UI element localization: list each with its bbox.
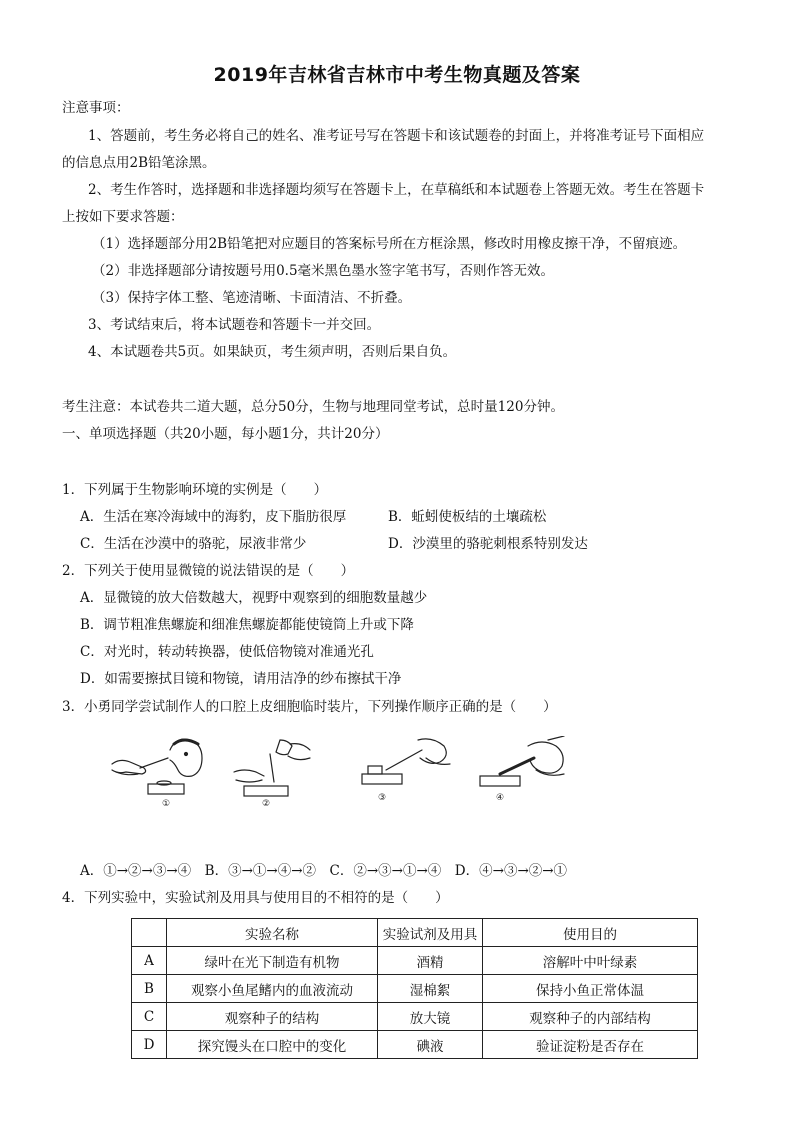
notice-item-1a: 1、答题前，考生务必将自己的姓名、准考证号写在答题卡和该试题卷的封面上，并将准考证号下面相应: [88, 128, 705, 144]
q2-option-d: D．如需要擦拭目镜和物镜，请用洁净的纱布擦拭干净: [80, 671, 402, 687]
table-cell: 探究馒头在口腔中的变化: [167, 1031, 378, 1059]
table-header-cell: 实验试剂及用具: [378, 919, 483, 947]
q2-option-b: B．调节粗准焦螺旋和细准焦螺旋都能使镜筒上升或下降: [80, 617, 414, 633]
table-cell: 溶解叶中叶绿素: [483, 947, 698, 975]
q1-option-c: C．生活在沙漠中的骆驼，尿液非常少: [80, 536, 307, 552]
table-cell: 绿叶在光下制造有机物: [167, 947, 378, 975]
step-label-4: ④: [495, 793, 505, 803]
step1-illustration: [112, 739, 202, 794]
table-cell: 观察种子的结构: [167, 1003, 378, 1031]
step-label-3: ③: [377, 793, 387, 803]
notice-heading: 注意事项：: [62, 100, 130, 116]
table-cell: 湿棉絮: [378, 975, 483, 1003]
table-cell: 酒精: [378, 947, 483, 975]
table-cell: 观察种子的内部结构: [483, 1003, 698, 1031]
notice-sub-2: （2）非选择题部分请按题号用0.5毫米黑色墨水签字笔书写，否则作答无效。: [92, 263, 555, 279]
table-header-cell: 实验名称: [167, 919, 378, 947]
table-cell: D: [132, 1031, 167, 1059]
notice-item-1b: 的信息点用2B铅笔涂黑。: [62, 155, 216, 171]
slide-preparation-figure: [104, 736, 604, 808]
q1-option-a: A．生活在寒冷海域中的海豹，皮下脂肪很厚: [80, 509, 347, 525]
table-row: [132, 1003, 698, 1031]
step3-illustration: [362, 739, 450, 784]
step4-illustration: [480, 736, 564, 786]
q2-stem: 2．下列关于使用显微镜的说法错误的是（ ）: [62, 563, 355, 579]
q3-options: A．①→②→③→④ B．③→①→④→② C．②→③→①→④ D．④→③→②→①: [80, 863, 568, 879]
table-row: [132, 1031, 698, 1059]
notice-item-4: 4、本试题卷共5页。如果缺页，考生须声明，否则后果自负。: [88, 344, 457, 360]
table-header-cell: 使用目的: [483, 919, 698, 947]
notice-sub-1: （1）选择题部分用2B铅笔把对应题目的答案标号所在方框涂黑，修改时用橡皮擦干净，不留痕迹。: [92, 236, 687, 252]
page-title: 2019年吉林省吉林市中考生物真题及答案: [213, 64, 581, 86]
exam-note: 考生注意：本试卷共二道大题，总分50分，生物与地理同堂考试，总时量120分钟。: [62, 399, 564, 415]
section-heading: 一、单项选择题（共20小题，每小题1分，共计20分）: [62, 426, 389, 442]
notice-item-2a: 2、考生作答时，选择题和非选择题均须写在答题卡上，在草稿纸和本试题卷上答题无效。考生在答题卡: [88, 182, 705, 198]
step-label-2: ②: [261, 799, 271, 808]
q2-option-c: C．对光时，转动转换器，使低倍物镜对准通光孔: [80, 644, 374, 660]
table-row: [132, 975, 698, 1003]
step2-illustration: [234, 740, 310, 796]
q1-stem: 1．下列属于生物影响环境的实例是（ ）: [62, 482, 328, 498]
table-header-cell: [132, 919, 167, 947]
table-cell: B: [132, 975, 167, 1003]
table-header-row: [132, 919, 698, 947]
table-cell: 验证淀粉是否存在: [483, 1031, 698, 1059]
q1-option-b: B．蚯蚓使板结的土壤疏松: [388, 509, 547, 525]
step-label-1: ①: [161, 799, 171, 808]
table-cell: 观察小鱼尾鳍内的血液流动: [167, 975, 378, 1003]
table-cell: A: [132, 947, 167, 975]
table-cell: 放大镜: [378, 1003, 483, 1031]
q1-option-d: D．沙漠里的骆驼刺根系特别发达: [388, 536, 588, 552]
table-cell: 碘液: [378, 1031, 483, 1059]
notice-sub-3: （3）保持字体工整、笔迹清晰、卡面清洁、不折叠。: [92, 290, 412, 306]
q2-option-a: A．显微镜的放大倍数越大，视野中观察到的细胞数量越少: [80, 590, 428, 606]
notice-item-3: 3、考试结束后，将本试题卷和答题卡一并交回。: [88, 317, 381, 333]
table-cell: C: [132, 1003, 167, 1031]
q4-stem: 4．下列实验中，实验试剂及用具与使用目的不相符的是（ ）: [62, 890, 449, 906]
q3-stem: 3．小勇同学尝试制作人的口腔上皮细胞临时装片，下列操作顺序正确的是（ ）: [62, 699, 557, 715]
table-cell: 保持小鱼正常体温: [483, 975, 698, 1003]
experiment-table: [131, 918, 698, 1059]
notice-item-2b: 上按如下要求答题：: [62, 209, 184, 225]
table-row: [132, 947, 698, 975]
